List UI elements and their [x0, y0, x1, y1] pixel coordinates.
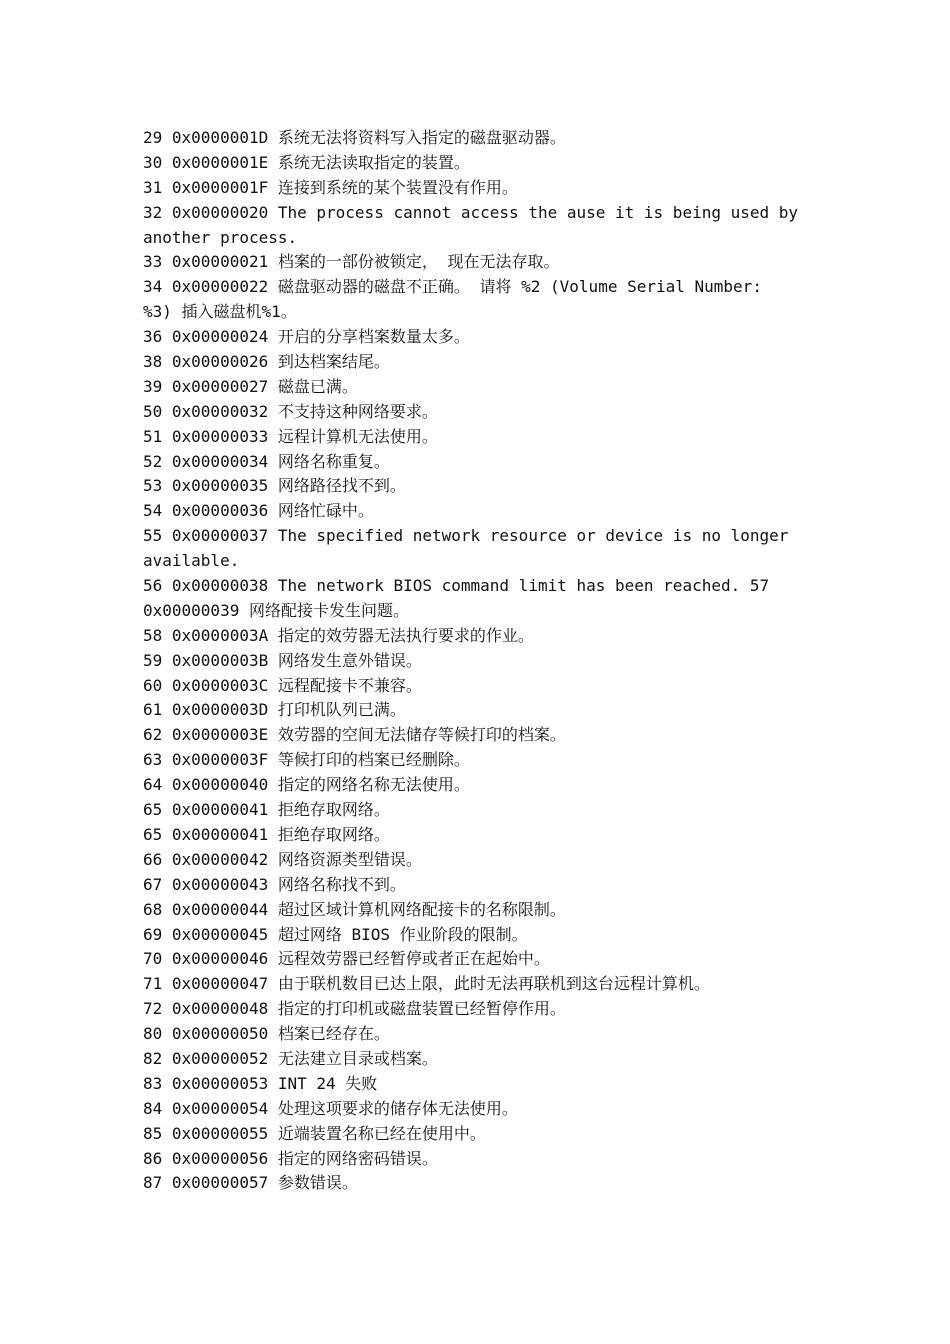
text-line: 60 0x0000003C 远程配接卡不兼容。 [143, 675, 422, 695]
text-line: 84 0x00000054 处理这项要求的储存体无法使用。 [143, 1098, 518, 1118]
text-line: 87 0x00000057 参数错误。 [143, 1173, 358, 1193]
text-line: 62 0x0000003E 效劳器的空间无法储存等候打印的档案。 [143, 725, 566, 745]
text-line: 70 0x00000046 远程效劳器已经暂停或者正在起始中。 [143, 949, 550, 969]
text-line: 66 0x00000042 网络资源类型错误。 [143, 849, 422, 869]
text-line: 38 0x00000026 到达档案结尾。 [143, 352, 390, 372]
text-line: 39 0x00000027 磁盘已满。 [143, 376, 358, 396]
text-line: 68 0x00000044 超过区域计算机网络配接卡的名称限制。 [143, 899, 566, 919]
text-line: 61 0x0000003D 打印机队列已满。 [143, 700, 406, 720]
text-line: 53 0x00000035 网络路径找不到。 [143, 476, 406, 496]
text-line: 71 0x00000047 由于联机数目已达上限，此时无法再联机到这台远程计算机。 [143, 974, 710, 994]
text-line: 59 0x0000003B 网络发生意外错误。 [143, 650, 422, 670]
text-line: available. [143, 551, 240, 571]
text-line: 52 0x00000034 网络名称重复。 [143, 451, 390, 471]
text-line: 72 0x00000048 指定的打印机或磁盘装置已经暂停作用。 [143, 999, 566, 1019]
text-line: 30 0x0000001E 系统无法读取指定的装置。 [143, 152, 470, 172]
text-line: 85 0x00000055 近端装置名称已经在使用中。 [143, 1123, 486, 1143]
text-line: 31 0x0000001F 连接到系统的某个装置没有作用。 [143, 177, 518, 197]
text-line: 64 0x00000040 指定的网络名称无法使用。 [143, 775, 470, 795]
text-line: 86 0x00000056 指定的网络密码错误。 [143, 1148, 438, 1168]
text-line: 54 0x00000036 网络忙碌中。 [143, 501, 374, 521]
text-line: 56 0x00000038 The network BIOS command limit has been reached. 57 [143, 576, 770, 596]
text-line: 34 0x00000022 磁盘驱动器的磁盘不正确。 请将 %2 (Volume Serial Number: [143, 277, 762, 297]
text-line: 0x00000039 网络配接卡发生问题。 [143, 600, 409, 620]
text-line: 65 0x00000041 拒绝存取网络。 [143, 824, 390, 844]
text-line: 33 0x00000021 档案的一部份被锁定， 现在无法存取。 [143, 252, 560, 272]
text-line: 36 0x00000024 开启的分享档案数量太多。 [143, 327, 470, 347]
text-line: 58 0x0000003A 指定的效劳器无法执行要求的作业。 [143, 625, 534, 645]
error-code-list [143, 126, 803, 1196]
text-line: 83 0x00000053 INT 24 失败 [143, 1073, 378, 1093]
text-line: 50 0x00000032 不支持这种网络要求。 [143, 401, 438, 421]
text-line: 63 0x0000003F 等候打印的档案已经删除。 [143, 750, 470, 770]
text-line: 69 0x00000045 超过网络 BIOS 作业阶段的限制。 [143, 924, 528, 944]
text-line: 29 0x0000001D 系统无法将资料写入指定的磁盘驱动器。 [143, 128, 566, 147]
text-line: 80 0x00000050 档案已经存在。 [143, 1024, 390, 1044]
text-line: 32 0x00000020 The process cannot access the ause it is being used by [143, 202, 799, 222]
text-line: 82 0x00000052 无法建立目录或档案。 [143, 1048, 438, 1068]
text-line: 65 0x00000041 拒绝存取网络。 [143, 800, 390, 820]
text-line: 51 0x00000033 远程计算机无法使用。 [143, 426, 438, 446]
text-line: another process. [143, 227, 298, 247]
text-line: 55 0x00000037 The specified network resource or device is no longer [143, 526, 789, 546]
text-line: %3) 插入磁盘机%1。 [143, 302, 297, 322]
text-line: 67 0x00000043 网络名称找不到。 [143, 874, 406, 894]
